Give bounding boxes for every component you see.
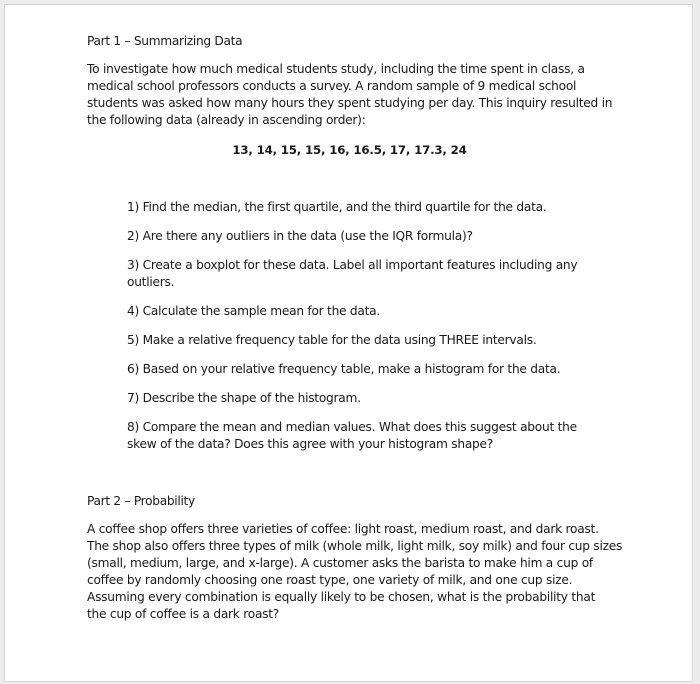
question-line: 6) Based on your relative frequency table, make a histogram for the data. — [127, 362, 561, 376]
question-line: 3) Create a boxplot for these data. Label all important features including any — [127, 258, 578, 272]
question-line: 2) Are there any outliers in the data (use the IQR formula)? — [127, 229, 473, 243]
part1-intro-line: the following data (already in ascending order): — [87, 113, 366, 127]
question-5 — [127, 332, 536, 349]
part1-intro — [87, 61, 627, 129]
question-line: 4) Calculate the sample mean for the data. — [127, 304, 381, 318]
part2-body-line: the cup of coffee is a dark roast? — [87, 607, 280, 621]
question-line: 8) Compare the mean and median values. What does this suggest about the — [127, 420, 577, 434]
question-line: skew of the data? Does this agree with your histogram shape? — [127, 437, 494, 451]
part2-body-line: (small, medium, large, and x-large). A customer asks the barista to make him a cup of — [87, 556, 593, 570]
question-4 — [127, 303, 380, 320]
question-2 — [127, 228, 473, 245]
question-line: 1) Find the median, the first quartile, and the third quartile for the data. — [127, 200, 547, 214]
question-1 — [127, 199, 547, 216]
part1-intro-line: students was asked how many hours they spent studying per day. This inquiry resulted in — [87, 96, 613, 110]
part1-title: Part 1 – Summarizing Data — [87, 34, 243, 48]
part2-body-line: A coffee shop offers three varieties of coffee: light roast, medium roast, and dark roast. — [87, 522, 599, 536]
dataset-values: 13, 14, 15, 15, 16, 16.5, 17, 17.3, 24 — [232, 143, 467, 157]
question-3 — [127, 257, 577, 291]
question-6 — [127, 361, 560, 378]
document-page — [4, 4, 693, 682]
part1-intro-line: medical school professors conducts a survey. A random sample of 9 medical school — [87, 79, 577, 93]
question-7 — [127, 390, 361, 407]
part2-body-line: coffee by randomly choosing one roast type, one variety of milk, and one cup size. — [87, 573, 573, 587]
question-line: outliers. — [127, 275, 175, 289]
part2-body-line: The shop also offers three types of milk (whole milk, light milk, soy milk) and four cup sizes — [87, 539, 623, 553]
part2-body-line: Assuming every combination is equally likely to be chosen, what is the probability that — [87, 590, 596, 604]
part2-title: Part 2 – Probability — [87, 494, 195, 508]
question-line: 7) Describe the shape of the histogram. — [127, 391, 361, 405]
question-line: 5) Make a relative frequency table for the data using THREE intervals. — [127, 333, 537, 347]
question-8 — [127, 419, 577, 453]
part2-body — [87, 521, 627, 623]
part1-intro-line: To investigate how much medical students study, including the time spent in class, a — [87, 62, 585, 76]
